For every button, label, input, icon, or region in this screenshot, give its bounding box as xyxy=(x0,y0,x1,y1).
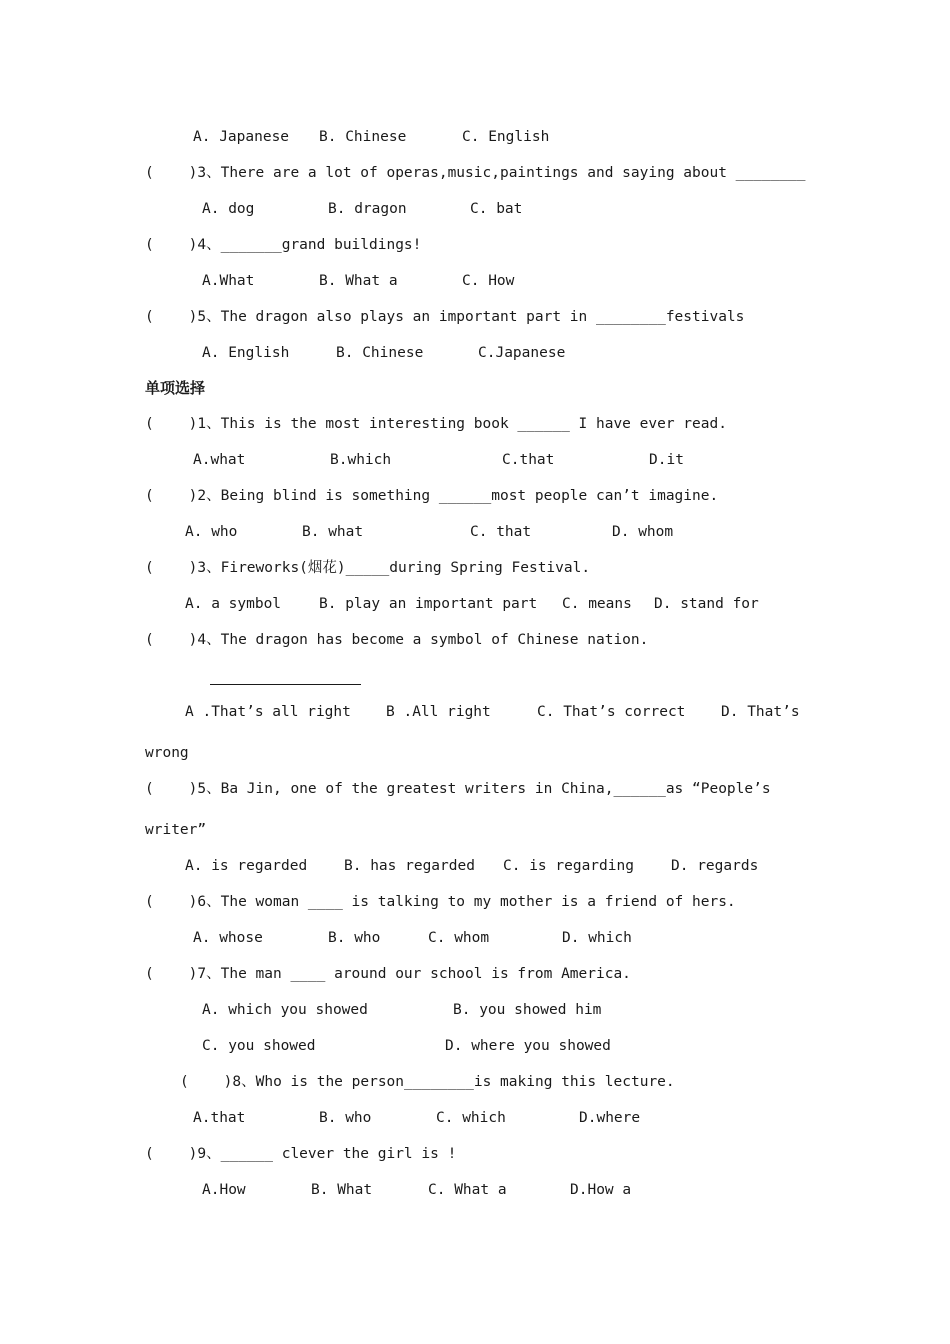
s2-q5-stem-wrap: writer” xyxy=(145,822,207,838)
s2-q4-option-d-wrap: wrong xyxy=(145,745,189,761)
s2-q3-stem: ( )3、Fireworks(烟花)_____during Spring Festival. xyxy=(145,560,591,576)
s2-q2-option-a: A. who xyxy=(185,524,238,540)
s2-q1-option-c: C.that xyxy=(502,452,555,468)
s2-q5-option-b: B. has regarded xyxy=(344,858,475,874)
s2-q6-option-d: D. which xyxy=(562,930,632,946)
s2-q1-option-a: A.what xyxy=(193,452,246,468)
s2-q8-option-a: A.that xyxy=(193,1110,246,1126)
s2-q7-option-b: B. you showed him xyxy=(453,1002,602,1018)
s2-q3-option-a: A. a symbol xyxy=(185,596,282,612)
s1-q4-option-c: C. How xyxy=(462,273,515,289)
s2-q8-option-c: C. which xyxy=(436,1110,506,1126)
s1-q2-option-b: B. Chinese xyxy=(319,129,407,145)
s1-q5-option-b: B. Chinese xyxy=(336,345,424,361)
s2-q6-option-a: A. whose xyxy=(193,930,263,946)
s2-q7-stem: ( )7、The man ____ around our school is from America. xyxy=(145,966,631,982)
s2-q5-option-c: C. is regarding xyxy=(503,858,634,874)
s2-q9-option-b: B. What xyxy=(311,1182,373,1198)
s1-q5-stem: ( )5、The dragon also plays an important part in ________festivals xyxy=(145,309,745,325)
s2-q6-stem: ( )6、The woman ____ is talking to my mother is a friend of hers. xyxy=(145,894,736,910)
s2-q4-option-c: C. That’s correct xyxy=(537,704,686,720)
s2-q4-option-b: B .All right xyxy=(386,704,491,720)
section-heading: 单项选择 xyxy=(145,379,206,397)
s2-q5-stem: ( )5、Ba Jin, one of the greatest writers in China,______as “People’s xyxy=(145,781,771,797)
s1-q4-option-b: B. What a xyxy=(319,273,398,289)
s2-q9-option-a: A.How xyxy=(202,1182,246,1198)
s2-q9-option-c: C. What a xyxy=(428,1182,507,1198)
s2-q9-option-d: D.How a xyxy=(570,1182,632,1198)
s2-q4-option-d: D. That’s xyxy=(721,704,800,720)
s2-q2-option-c: C. that xyxy=(470,524,532,540)
s1-q5-option-a: A. English xyxy=(202,345,290,361)
s1-q4-option-a: A.What xyxy=(202,273,255,289)
s2-q6-option-b: B. who xyxy=(328,930,381,946)
s2-q9-stem: ( )9、______ clever the girl is ! xyxy=(145,1146,457,1162)
s1-q3-option-b: B. dragon xyxy=(328,201,407,217)
s2-q4-answer-blank xyxy=(210,684,361,685)
s2-q7-option-d: D. where you showed xyxy=(445,1038,611,1054)
s2-q7-option-c: C. you showed xyxy=(202,1038,316,1054)
s2-q3-option-d: D. stand for xyxy=(654,596,759,612)
s2-q3-option-c: C. means xyxy=(562,596,632,612)
s2-q8-option-b: B. who xyxy=(319,1110,372,1126)
s2-q1-option-d: D.it xyxy=(649,452,684,468)
s2-q2-option-b: B. what xyxy=(302,524,364,540)
s2-q2-stem: ( )2、Being blind is something ______most people can’t imagine. xyxy=(145,488,719,504)
s2-q3-option-b: B. play an important part xyxy=(319,596,538,612)
s1-q3-option-a: A. dog xyxy=(202,201,255,217)
s2-q8-option-d: D.where xyxy=(579,1110,641,1126)
s1-q4-stem: ( )4、_______grand buildings! xyxy=(145,237,422,253)
s1-q2-option-c: C. English xyxy=(462,129,550,145)
s2-q4-option-a: A .That’s all right xyxy=(185,704,351,720)
s1-q2-option-a: A. Japanese xyxy=(193,129,290,145)
s2-q4-stem: ( )4、The dragon has become a symbol of Chinese nation. xyxy=(145,632,649,648)
s2-q5-option-a: A. is regarded xyxy=(185,858,308,874)
s2-q2-option-d: D. whom xyxy=(612,524,674,540)
s2-q5-option-d: D. regards xyxy=(671,858,759,874)
s2-q6-option-c: C. whom xyxy=(428,930,490,946)
s2-q7-option-a: A. which you showed xyxy=(202,1002,368,1018)
s1-q3-option-c: C. bat xyxy=(470,201,523,217)
s2-q1-stem: ( )1、This is the most interesting book ______ I have ever read. xyxy=(145,416,727,432)
s1-q5-option-c: C.Japanese xyxy=(478,345,566,361)
s1-q3-stem: ( )3、There are a lot of operas,music,paintings and saying about ________ xyxy=(145,165,806,181)
s2-q1-option-b: B.which xyxy=(330,452,392,468)
s2-q8-stem: ( )8、Who is the person________is making this lecture. xyxy=(180,1074,675,1090)
